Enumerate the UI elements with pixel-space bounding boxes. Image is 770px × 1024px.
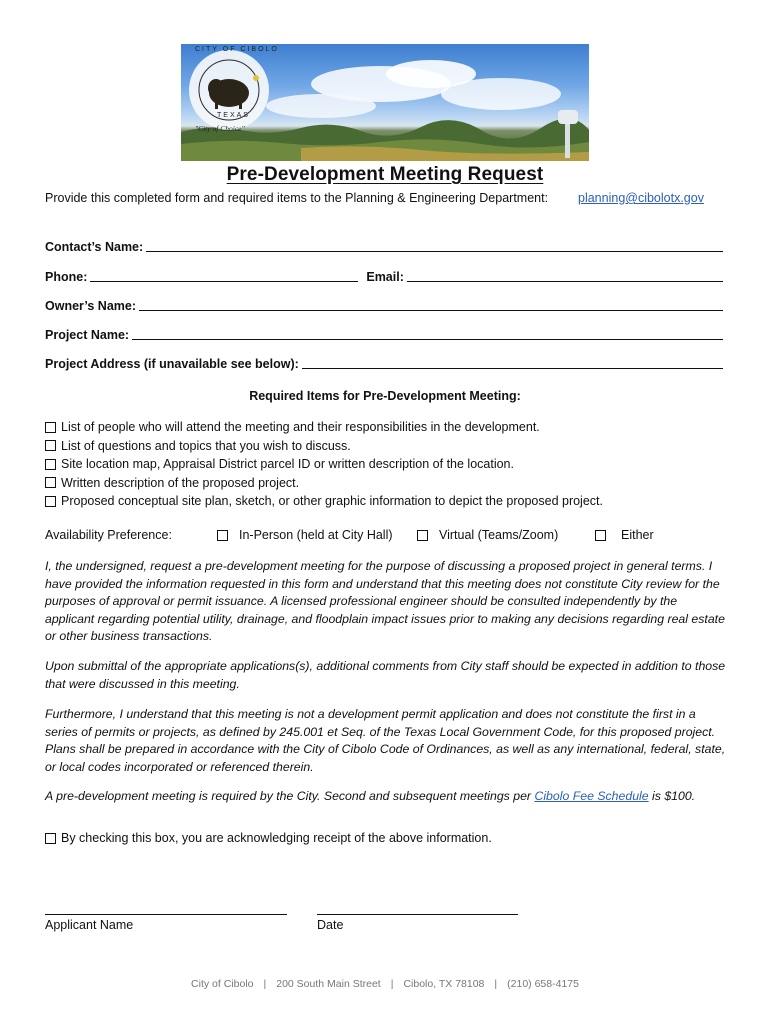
in-person-checkbox[interactable] [217, 530, 228, 541]
footer-address: 200 South Main Street [276, 978, 381, 990]
owner-name-line[interactable] [139, 300, 723, 311]
required-item [45, 437, 603, 456]
project-address-label: Project Address (if unavailable see below): [45, 357, 299, 371]
contact-name-field[interactable] [45, 240, 723, 254]
virtual-label: Virtual (Teams/Zoom) [439, 528, 559, 542]
owner-name-label: Owner’s Name: [45, 299, 137, 313]
required-item-text: Site location map, Appraisal District parcel ID or written description of the location. [61, 457, 514, 472]
fee-paragraph [45, 788, 727, 806]
option-virtual[interactable] [417, 528, 558, 542]
required-item [45, 492, 603, 511]
acknowledge-text: By checking this box, you are acknowledging receipt of the above information. [61, 831, 492, 845]
fee-text-after: is $100. [648, 789, 696, 803]
required-item-checkbox[interactable] [45, 477, 56, 488]
project-address-field[interactable] [45, 357, 723, 371]
applicant-name-label: Applicant Name [45, 918, 134, 932]
required-items-heading: Required Items for Pre-Development Meeting: [249, 389, 521, 403]
availability-label: Availability Preference: [45, 528, 172, 542]
project-name-label: Project Name: [45, 328, 130, 342]
applicant-signature-line[interactable] [45, 914, 287, 915]
project-address-line[interactable] [302, 358, 723, 369]
footer-phone: (210) 658-4175 [507, 978, 579, 990]
required-item-text: Written description of the proposed project. [61, 475, 300, 490]
acknowledgement-paragraph-3: Furthermore, I understand that this meeting is not a development permit application and does not constitute the first in a series of permits or projects, as defined by 245.001 et Seq. of the Texas Local Government Code, for this proposed project. Plans shall be prepared in accordance with the City of Cibolo Code of Ordinances, as well as any international, federal, state, or local codes incorporated or referenced therein. [45, 707, 726, 774]
seal-text-top: CITY OF CIBOLO [195, 46, 279, 53]
page-footer: City of Cibolo | 200 South Main Street | Cibolo, TX 78108 | (210) 658-4175 [191, 978, 579, 990]
required-item-checkbox[interactable] [45, 440, 56, 451]
fee-text-before: A pre-development meeting is required by the City. Second and subsequent meetings per [45, 789, 535, 803]
availability-row [45, 528, 725, 546]
phone-line[interactable] [90, 271, 358, 282]
phone-email-row [45, 270, 723, 284]
either-checkbox[interactable] [595, 530, 606, 541]
intro-text: Provide this completed form and required items to the Planning & Engineering Department: [45, 191, 549, 205]
footer-citystate: Cibolo, TX 78108 [403, 978, 485, 990]
contact-name-label: Contact’s Name: [45, 240, 144, 254]
required-item-text: Proposed conceptual site plan, sketch, or other graphic information to depict the proposed project. [61, 494, 603, 509]
header-banner [181, 44, 589, 161]
planning-email-link[interactable]: planning@cibolotx.gov [578, 191, 704, 205]
required-item-checkbox[interactable] [45, 459, 56, 470]
required-item-checkbox[interactable] [45, 422, 56, 433]
virtual-checkbox[interactable] [417, 530, 428, 541]
email-label: Email: [366, 270, 404, 284]
seal-text-bottom: TEXAS [217, 112, 250, 119]
required-item-text: List of questions and topics that you wish to discuss. [61, 438, 351, 453]
fee-schedule-link[interactable]: Cibolo Fee Schedule [534, 789, 649, 803]
required-item-checkbox[interactable] [45, 496, 56, 507]
acknowledgement-paragraph-2: Upon submittal of the appropriate applications(s), additional comments from City staff should be expected in addition to those that were discussed in this meeting. [45, 659, 726, 691]
date-signature-line[interactable] [317, 914, 518, 915]
project-name-line[interactable] [132, 329, 723, 340]
phone-label: Phone: [45, 270, 88, 284]
contact-name-line[interactable] [146, 241, 723, 252]
required-items-list [45, 418, 603, 511]
acknowledge-row [45, 831, 492, 845]
owner-name-field[interactable] [45, 299, 723, 313]
page-title: Pre-Development Meeting Request [226, 164, 544, 185]
acknowledge-checkbox[interactable] [45, 833, 56, 844]
date-label: Date [317, 918, 344, 932]
seal-motto: "City of Choice" [195, 124, 245, 133]
email-line[interactable] [407, 271, 723, 282]
required-item-text: List of people who will attend the meeting and their responsibilities in the development. [61, 420, 540, 435]
required-item [45, 474, 603, 493]
acknowledgement-paragraph-1: I, the undersigned, request a pre-development meeting for the purpose of discussing a proposed project in general terms. I have provided the information requested in this form and understand that this meeting does not constitute City review for the purposes of approval or permit issuance. A licensed professional engineer should be consulted independently by the applicant regarding potential utility, drainage, and floodplain impact issues prior to making any decisions regarding real estate or other business transactions. [45, 559, 725, 644]
project-name-field[interactable] [45, 328, 723, 342]
footer-city: City of Cibolo [191, 978, 254, 990]
in-person-label: In-Person (held at City Hall) [239, 528, 393, 542]
required-item [45, 455, 603, 474]
either-label: Either [621, 528, 654, 542]
option-either[interactable] [595, 528, 654, 542]
required-item [45, 418, 603, 437]
option-in-person[interactable] [217, 528, 393, 542]
